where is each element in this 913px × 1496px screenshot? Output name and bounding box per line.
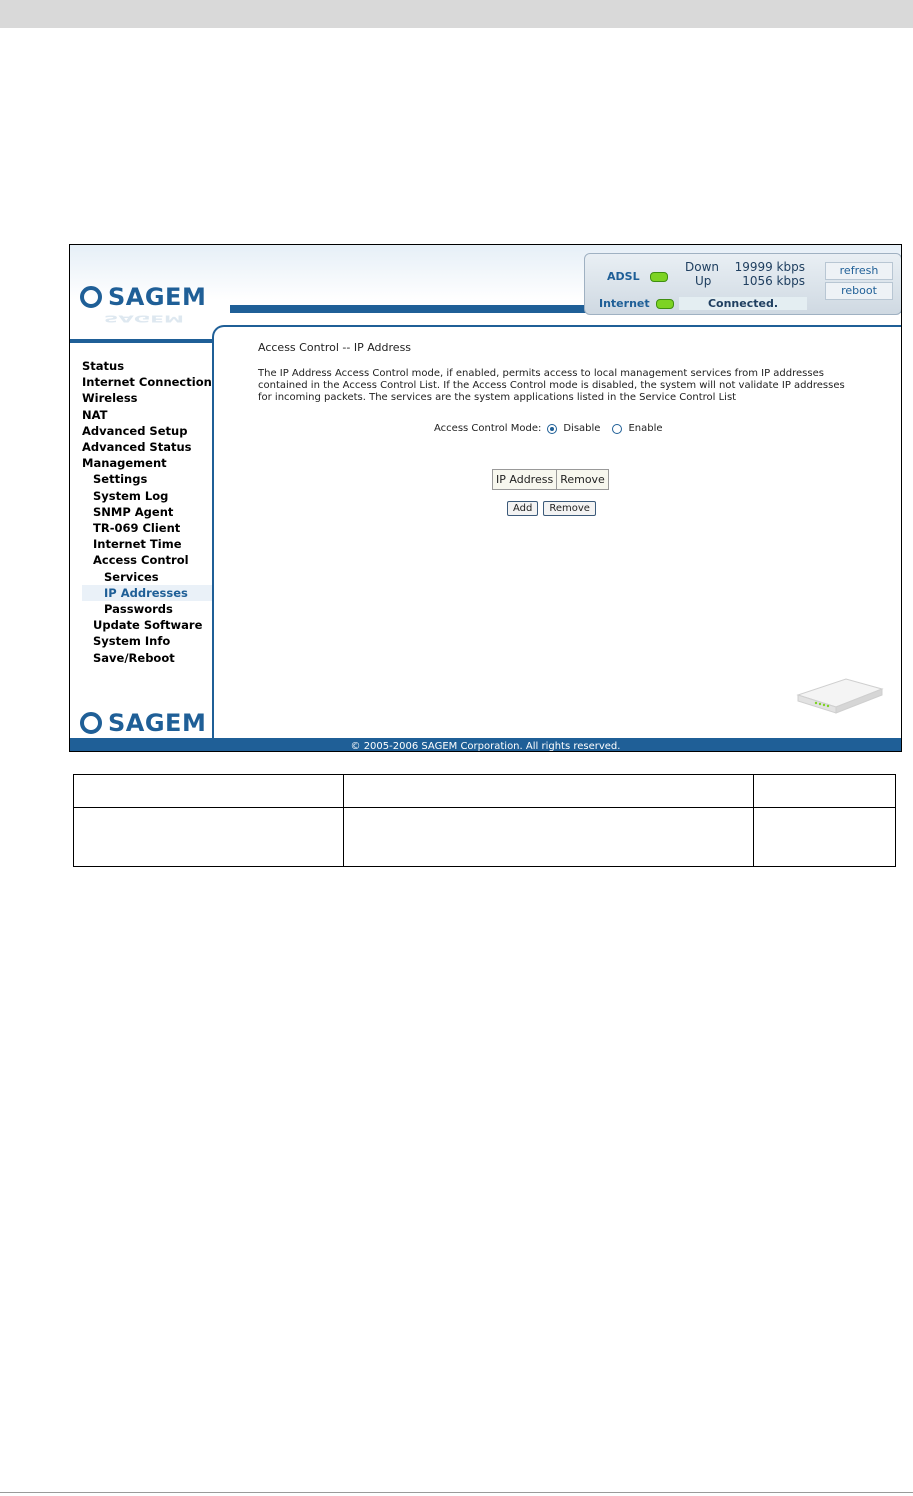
down-label: Down [685,260,720,274]
nav-item-advanced-status[interactable]: Advanced Status [82,440,192,455]
nav-item-snmp-agent[interactable]: SNMP Agent [93,504,174,519]
line-rates [685,260,805,288]
table-cell [754,808,896,867]
down-rate-value: 19999 kbps [734,260,805,274]
nav-item-ip-addresses[interactable]: IP Addresses [82,585,212,601]
nav-item-nat[interactable]: NAT [82,407,108,422]
nav-item-internet-connection[interactable]: Internet Connection [82,375,212,390]
router-web-ui-screenshot [69,244,902,752]
brand-text: SAGEM [108,283,207,311]
mode-label: Access Control Mode: [434,423,542,434]
document-bottom-rule [0,1492,913,1493]
nav-item-save-reboot[interactable]: Save/Reboot [93,650,175,665]
footer: © 2005-2006 SAGEM Corporation. All rights reserved. [70,738,901,751]
sidebar-nav [82,358,212,666]
nav-item-update-software[interactable]: Update Software [93,618,203,633]
nav-item-passwords[interactable]: Passwords [104,602,173,617]
table-header-row [493,470,609,490]
adsl-indicator [607,270,668,283]
adsl-led-icon [650,272,668,282]
up-rate-row [685,274,805,288]
connection-status-panel [584,253,902,315]
router-device-icon [794,673,884,717]
internet-led-icon [656,299,674,309]
disable-label: Disable [563,423,601,434]
enable-radio[interactable] [612,424,622,434]
add-button[interactable]: Add [507,501,538,516]
refresh-button[interactable]: refresh [825,262,893,280]
table-cell [344,808,754,867]
column-header-ip-address: IP Address [493,470,557,490]
table-cell [344,775,754,808]
sagem-logo-top [80,283,206,311]
up-label: Up [695,274,712,288]
brand-text: SAGEM [108,709,207,737]
down-rate-row [685,260,805,274]
up-rate-value: 1056 kbps [742,274,805,288]
column-header-remove: Remove [557,470,609,490]
main-content [258,341,858,514]
nav-item-access-control[interactable]: Access Control [93,553,189,568]
access-control-mode [434,423,663,434]
page-description: The IP Address Access Control mode, if enabled, permits access to local management services from IP addresses contained in the Access Control List. If the Access Control mode is disabled, the system will not validate IP addresses for incoming packets. The services are the system applications listed in the Service Control List [258,368,845,403]
sagem-logo-icon [80,712,102,734]
sagem-logo-icon [80,286,102,308]
connection-status-text: Connected. [679,297,807,310]
logo-reflection: SAGEM [104,313,184,325]
nav-item-services[interactable]: Services [104,569,159,584]
table-cell [74,775,344,808]
nav-item-system-log[interactable]: System Log [93,488,169,503]
page-title: Access Control -- IP Address [258,341,412,354]
sidebar-top-bar [70,339,213,343]
sagem-logo-bottom [80,709,206,737]
nav-item-system-info[interactable]: System Info [93,634,171,649]
ip-address-table [492,469,609,490]
adsl-label: ADSL [607,270,640,283]
table-cell [754,775,896,808]
document-table [73,774,896,867]
table-row [74,775,896,808]
remove-button[interactable]: Remove [543,501,596,516]
action-buttons [507,501,596,516]
nav-item-tr069-client[interactable]: TR-069 Client [93,521,181,536]
table-cell [74,808,344,867]
nav-item-management[interactable]: Management [82,456,167,471]
nav-item-settings[interactable]: Settings [93,472,148,487]
enable-label: Enable [628,423,663,434]
internet-indicator [599,297,674,310]
internet-label: Internet [599,297,650,310]
disable-radio[interactable] [547,424,557,434]
nav-item-status[interactable]: Status [82,359,125,373]
nav-item-wireless[interactable]: Wireless [82,391,138,406]
document-top-bar [0,0,913,28]
nav-item-advanced-setup[interactable]: Advanced Setup [82,423,188,438]
table-row [74,808,896,867]
reboot-button[interactable]: reboot [825,282,893,300]
nav-item-internet-time[interactable]: Internet Time [93,537,182,552]
